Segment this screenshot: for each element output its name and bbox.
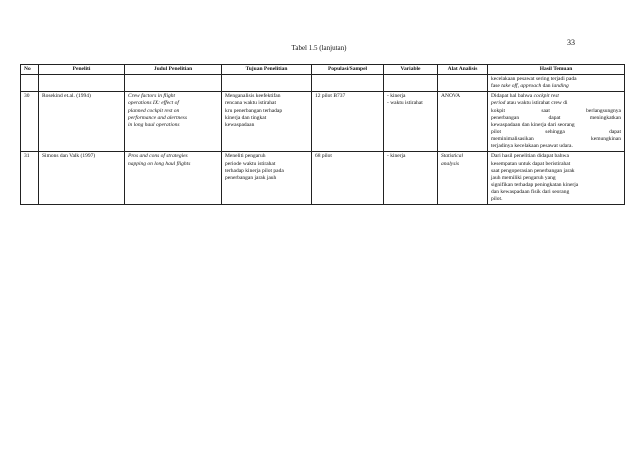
- hasil-line: kecelakaan pesawat sering terjadi pada: [491, 76, 577, 82]
- judul-cell: Pros and cons of strategies napping on long haul flights: [125, 152, 222, 205]
- populasi-cell: 68 pilot: [312, 152, 384, 205]
- column-header-variable: Variable: [384, 65, 438, 75]
- table-row-continuation: [21, 75, 625, 92]
- tujuan-cell: Menganalisis keefektifan rencana waktu istirahat kru penerbangan terhadap kinerja dan tingkat kewaspadaan: [222, 92, 312, 152]
- row-number: 30: [21, 92, 39, 152]
- variable-cell: - kinerja: [384, 152, 438, 205]
- peneliti-cell: Rosekind et.al. (1994): [39, 92, 125, 152]
- table-row: [21, 152, 625, 205]
- table-header-row: [21, 65, 625, 75]
- column-header-populasi: Populasi/Sampel: [312, 65, 384, 75]
- hasil-cell: Dari hasil penelitian didapat bahwa kesempatan untuk dapat beristirahat saat pengoperasian penerbangan jarak jauh memiliki pengaruh yang signifikan terhadap peningkatan kinerja dan kewaspadaan fisik dari seorang pilot.: [488, 152, 625, 205]
- column-header-tujuan: Tujuan Penelitian: [222, 65, 312, 75]
- variable-cell: - kinerja - waktu istirahat: [384, 92, 438, 152]
- column-header-alat: Alat Analisis: [438, 65, 488, 75]
- hasil-cell: Didapat hal bahwa cockpit rest period atau waktu istirahat crew di kokpit saat berlangsungnya penerbangan dapat meningkatkan kewaspadaan dan kinerja dari seorang pilot sehingga dapat meminimalisasikan kemungkinan terjadinya kecelakaan pesawat udara.: [488, 92, 625, 152]
- populasi-cell: 12 pilot B737: [312, 92, 384, 152]
- judul-cell: Crew factors in flight operations IX: effect of planned cockpit rest on performance and alertness in long haul operations: [125, 92, 222, 152]
- hasil-line: fase take off, approach dan landing: [491, 83, 569, 90]
- column-header-no: No: [21, 65, 39, 75]
- row-number: 31: [21, 152, 39, 205]
- column-header-peneliti: Peneliti: [39, 65, 125, 75]
- tujuan-cell: Meneliti pengaruh periode waktu istirahat terhadap kinerja pilot pada penerbangan jarak jauh: [222, 152, 312, 205]
- alat-cell: ANOVA: [438, 92, 488, 152]
- table-row: [21, 92, 625, 152]
- column-header-judul: Judul Penelitian: [125, 65, 222, 75]
- column-header-hasil: Hasil Temuan: [488, 65, 625, 75]
- peneliti-cell: Simons dan Valk (1997): [39, 152, 125, 205]
- continuation-hasil-cell: [488, 75, 625, 92]
- table-caption: Tabel 1.5 (lanjutan): [291, 44, 347, 52]
- alat-cell: Statistical analysis: [438, 152, 488, 205]
- page-number: 33: [567, 38, 575, 47]
- literature-table: [20, 64, 625, 205]
